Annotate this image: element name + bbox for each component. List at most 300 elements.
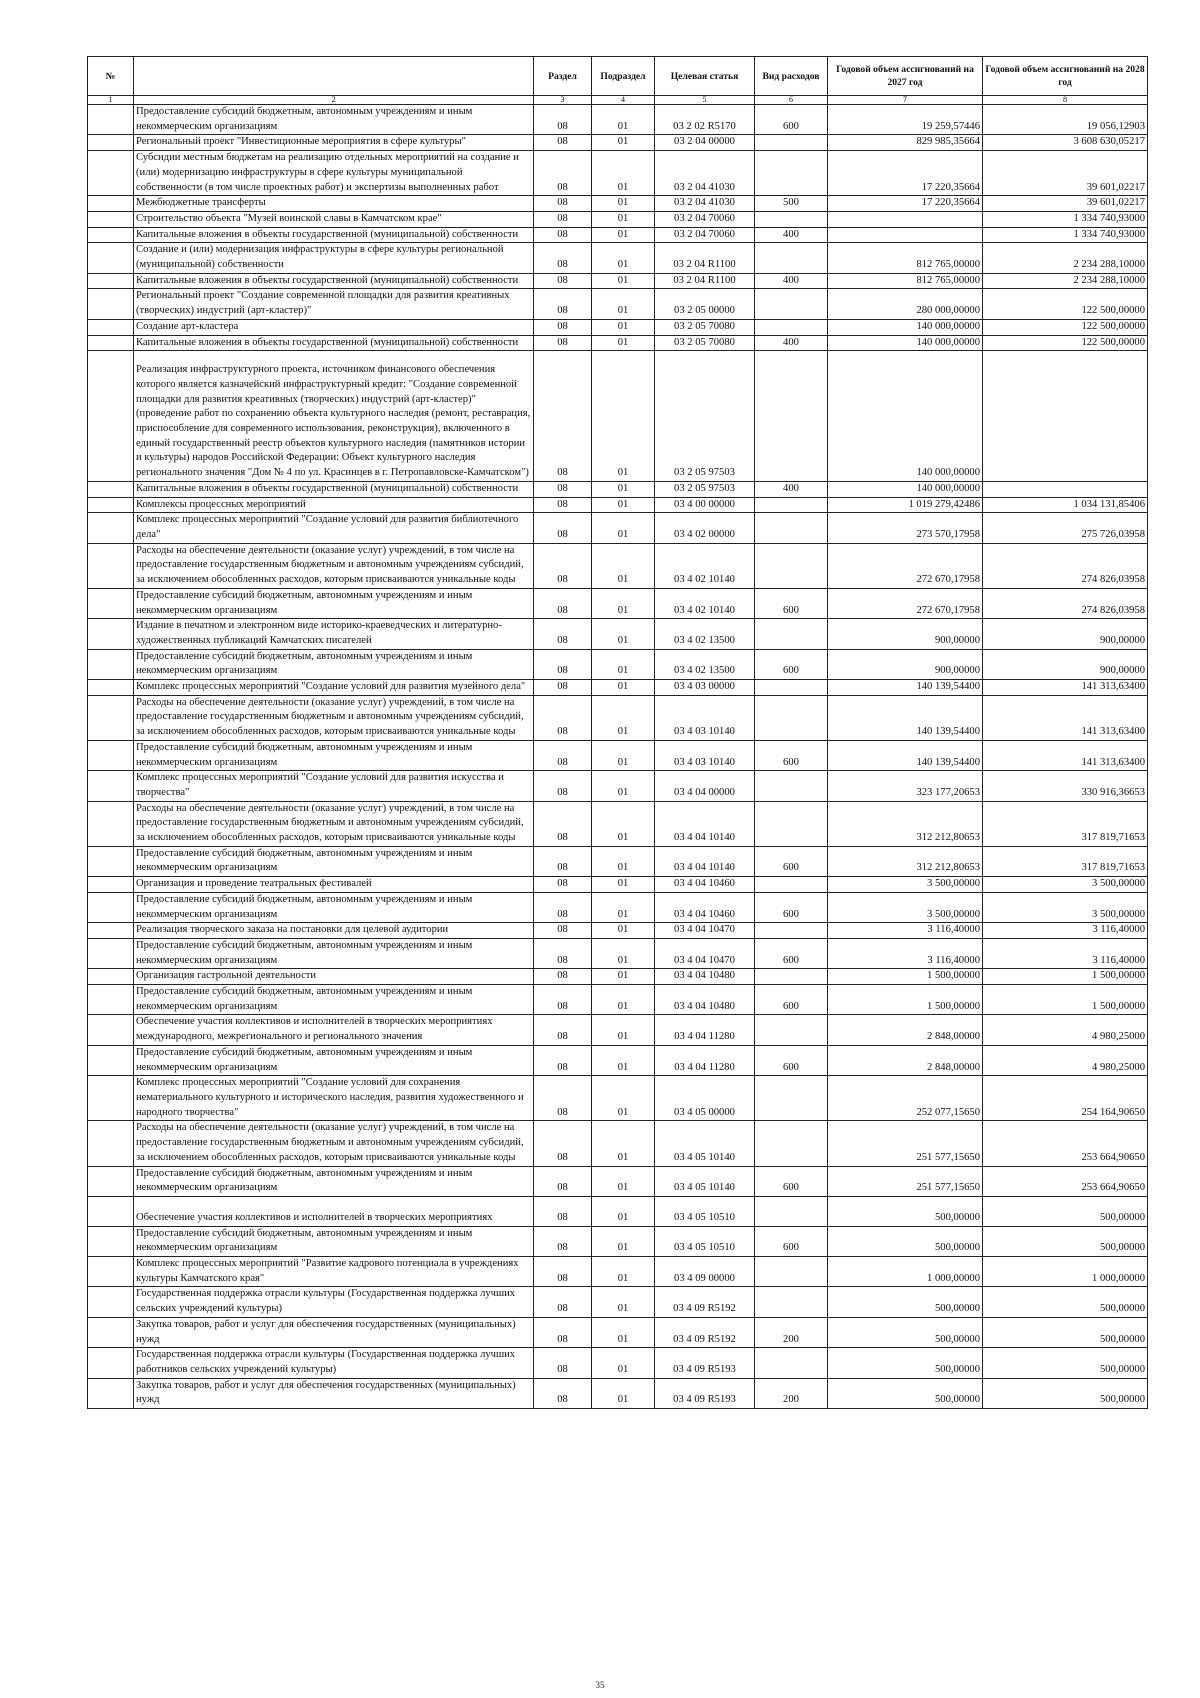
razdel-cell: 08	[534, 335, 592, 351]
item-name: Комплекс процессных мероприятий "Создание условий для сохранения нематериального культурного и исторического наследия, развития художественного и народного творчества"	[134, 1076, 534, 1121]
table-row	[88, 846, 1148, 876]
podrazdel-cell: 01	[592, 1045, 655, 1075]
item-name: Предоставление субсидий бюджетным, автономным учреждениям и иным некоммерческим организациям	[134, 1166, 534, 1196]
row-number-cell	[88, 289, 134, 319]
expense-type-cell	[755, 969, 828, 985]
row-number-cell	[88, 1287, 134, 1317]
razdel-cell: 08	[534, 227, 592, 243]
podrazdel-cell: 01	[592, 1348, 655, 1378]
razdel-cell: 08	[534, 196, 592, 212]
volume-2027-cell: 1 500,00000	[828, 985, 983, 1015]
item-name: Комплекс процессных мероприятий "Создание условий для развития музейного дела"	[134, 680, 534, 696]
item-name: Капитальные вложения в объекты государственной (муниципальной) собственности	[134, 481, 534, 497]
expense-type-cell	[755, 497, 828, 513]
volume-2027-cell: 500,00000	[828, 1196, 983, 1226]
expense-type-cell	[755, 513, 828, 543]
razdel-cell: 08	[534, 351, 592, 482]
podrazdel-cell: 01	[592, 680, 655, 696]
podrazdel-cell: 01	[592, 1196, 655, 1226]
podrazdel-cell: 01	[592, 985, 655, 1015]
volume-2028-cell: 122 500,00000	[983, 289, 1148, 319]
volume-2028-cell: 141 313,63400	[983, 740, 1148, 770]
razdel-cell: 08	[534, 649, 592, 679]
volume-2028-cell: 317 819,71653	[983, 846, 1148, 876]
volume-2027-cell: 17 220,35664	[828, 196, 983, 212]
volume-2028-cell: 39 601,02217	[983, 151, 1148, 196]
podrazdel-cell: 01	[592, 211, 655, 227]
razdel-cell: 08	[534, 588, 592, 618]
header-target-article: Целевая статья	[655, 57, 755, 96]
expense-type-cell	[755, 1076, 828, 1121]
razdel-cell: 08	[534, 1257, 592, 1287]
target-article-cell: 03 2 04 70060	[655, 227, 755, 243]
row-number-cell	[88, 1226, 134, 1256]
expense-type-cell	[755, 1287, 828, 1317]
row-number-cell	[88, 1166, 134, 1196]
expense-type-cell	[755, 289, 828, 319]
table-row	[88, 497, 1148, 513]
target-article-cell: 03 2 02 R5170	[655, 105, 755, 135]
budget-table	[87, 56, 1148, 1409]
volume-2027-cell: 251 577,15650	[828, 1166, 983, 1196]
item-name: Предоставление субсидий бюджетным, автономным учреждениям и иным некоммерческим организациям	[134, 892, 534, 922]
volume-2028-cell: 3 116,40000	[983, 938, 1148, 968]
podrazdel-cell: 01	[592, 846, 655, 876]
table-row	[88, 211, 1148, 227]
item-name: Капитальные вложения в объекты государственной (муниципальной) собственности	[134, 335, 534, 351]
volume-2027-cell: 900,00000	[828, 619, 983, 649]
item-name: Расходы на обеспечение деятельности (оказание услуг) учреждений, в том числе на предоставление государственным бюджетным и автономным учреждениям субсидий, за исключением обособленных расходов, которым присваиваются уникальные коды	[134, 801, 534, 846]
razdel-cell: 08	[534, 1076, 592, 1121]
podrazdel-cell: 01	[592, 1166, 655, 1196]
target-article-cell: 03 4 09 R5192	[655, 1317, 755, 1347]
target-article-cell: 03 2 04 70060	[655, 211, 755, 227]
podrazdel-cell: 01	[592, 151, 655, 196]
volume-2028-cell: 2 234 288,10000	[983, 273, 1148, 289]
target-article-cell: 03 4 02 00000	[655, 513, 755, 543]
row-number-cell	[88, 335, 134, 351]
item-name: Издание в печатном и электронном виде историко-краеведческих и литературно-художественных публикаций Камчатских писателей	[134, 619, 534, 649]
razdel-cell: 08	[534, 211, 592, 227]
table-row	[88, 543, 1148, 588]
razdel-cell: 08	[534, 105, 592, 135]
row-number-cell	[88, 588, 134, 618]
podrazdel-cell: 01	[592, 1226, 655, 1256]
target-article-cell: 03 2 05 00000	[655, 289, 755, 319]
razdel-cell: 08	[534, 1196, 592, 1226]
column-number: 5	[655, 96, 755, 105]
table-row	[88, 289, 1148, 319]
row-number-cell	[88, 1348, 134, 1378]
target-article-cell: 03 4 04 10480	[655, 985, 755, 1015]
item-name: Комплексы процессных мероприятий	[134, 497, 534, 513]
razdel-cell: 08	[534, 969, 592, 985]
podrazdel-cell: 01	[592, 1287, 655, 1317]
table-row	[88, 273, 1148, 289]
target-article-cell: 03 4 04 10480	[655, 969, 755, 985]
volume-2027-cell: 17 220,35664	[828, 151, 983, 196]
volume-2027-cell: 500,00000	[828, 1348, 983, 1378]
expense-type-cell: 500	[755, 196, 828, 212]
expense-type-cell: 600	[755, 1045, 828, 1075]
item-name: Предоставление субсидий бюджетным, автономным учреждениям и иным некоммерческим организациям	[134, 1045, 534, 1075]
razdel-cell: 08	[534, 846, 592, 876]
target-article-cell: 03 4 03 10140	[655, 740, 755, 770]
podrazdel-cell: 01	[592, 892, 655, 922]
item-name: Предоставление субсидий бюджетным, автономным учреждениям и иным некоммерческим организациям	[134, 649, 534, 679]
volume-2028-cell: 3 116,40000	[983, 923, 1148, 939]
volume-2028-cell: 900,00000	[983, 619, 1148, 649]
volume-2028-cell: 500,00000	[983, 1317, 1148, 1347]
volume-2027-cell: 280 000,00000	[828, 289, 983, 319]
podrazdel-cell: 01	[592, 243, 655, 273]
razdel-cell: 08	[534, 985, 592, 1015]
razdel-cell: 08	[534, 619, 592, 649]
column-number: 6	[755, 96, 828, 105]
expense-type-cell: 600	[755, 740, 828, 770]
item-name: Организация и проведение театральных фестивалей	[134, 877, 534, 893]
volume-2027-cell: 251 577,15650	[828, 1121, 983, 1166]
row-number-cell	[88, 892, 134, 922]
volume-2028-cell: 254 164,90650	[983, 1076, 1148, 1121]
expense-type-cell: 200	[755, 1378, 828, 1408]
expense-type-cell: 600	[755, 649, 828, 679]
row-number-cell	[88, 105, 134, 135]
row-number-cell	[88, 649, 134, 679]
volume-2028-cell: 274 826,03958	[983, 543, 1148, 588]
volume-2028-cell: 122 500,00000	[983, 319, 1148, 335]
target-article-cell: 03 4 05 10140	[655, 1166, 755, 1196]
table-row	[88, 335, 1148, 351]
row-number-cell	[88, 1196, 134, 1226]
podrazdel-cell: 01	[592, 1378, 655, 1408]
row-number-cell	[88, 1378, 134, 1408]
expense-type-cell: 400	[755, 273, 828, 289]
razdel-cell: 08	[534, 1121, 592, 1166]
volume-2028-cell: 4 980,25000	[983, 1045, 1148, 1075]
target-article-cell: 03 4 09 R5193	[655, 1348, 755, 1378]
volume-2028-cell: 253 664,90650	[983, 1166, 1148, 1196]
podrazdel-cell: 01	[592, 740, 655, 770]
table-row	[88, 801, 1148, 846]
target-article-cell: 03 4 09 R5193	[655, 1378, 755, 1408]
podrazdel-cell: 01	[592, 1015, 655, 1045]
row-number-cell	[88, 938, 134, 968]
item-name: Предоставление субсидий бюджетным, автономным учреждениям и иным некоммерческим организациям	[134, 105, 534, 135]
table-row	[88, 680, 1148, 696]
volume-2027-cell: 829 985,35664	[828, 135, 983, 151]
podrazdel-cell: 01	[592, 135, 655, 151]
volume-2028-cell	[983, 481, 1148, 497]
row-number-cell	[88, 196, 134, 212]
item-name: Региональный проект "Инвестиционные мероприятия в сфере культуры"	[134, 135, 534, 151]
table-body	[88, 105, 1148, 1409]
column-number: 4	[592, 96, 655, 105]
razdel-cell: 08	[534, 319, 592, 335]
target-article-cell: 03 4 02 10140	[655, 543, 755, 588]
expense-type-cell	[755, 1121, 828, 1166]
target-article-cell: 03 4 09 R5192	[655, 1287, 755, 1317]
target-article-cell: 03 4 04 10460	[655, 877, 755, 893]
volume-2028-cell	[983, 351, 1148, 482]
target-article-cell: 03 4 04 10460	[655, 892, 755, 922]
item-name: Создание арт-кластера	[134, 319, 534, 335]
item-name: Комплекс процессных мероприятий "Развитие кадрового потенциала в учреждениях культуры Камчатского края"	[134, 1257, 534, 1287]
row-number-cell	[88, 923, 134, 939]
volume-2028-cell: 1 334 740,93000	[983, 211, 1148, 227]
target-article-cell: 03 2 04 00000	[655, 135, 755, 151]
volume-2027-cell: 312 212,80653	[828, 846, 983, 876]
header-name	[134, 57, 534, 96]
volume-2027-cell: 140 139,54400	[828, 740, 983, 770]
table-row	[88, 1348, 1148, 1378]
razdel-cell: 08	[534, 938, 592, 968]
razdel-cell: 08	[534, 801, 592, 846]
item-name: Закупка товаров, работ и услуг для обеспечения государственных (муниципальных) нужд	[134, 1317, 534, 1347]
razdel-cell: 08	[534, 243, 592, 273]
target-article-cell: 03 4 02 10140	[655, 588, 755, 618]
target-article-cell: 03 2 04 R1100	[655, 273, 755, 289]
expense-type-cell	[755, 923, 828, 939]
column-number: 1	[88, 96, 134, 105]
item-name: Предоставление субсидий бюджетным, автономным учреждениям и иным некоммерческим организациям	[134, 1226, 534, 1256]
table-row	[88, 351, 1148, 482]
volume-2028-cell: 1 000,00000	[983, 1257, 1148, 1287]
volume-2028-cell: 500,00000	[983, 1348, 1148, 1378]
table-row	[88, 938, 1148, 968]
volume-2028-cell: 500,00000	[983, 1196, 1148, 1226]
item-name: Создание и (или) модернизация инфраструктуры в сфере культуры региональной (муниципальной) собственности	[134, 243, 534, 273]
expense-type-cell	[755, 680, 828, 696]
volume-2027-cell: 1 500,00000	[828, 969, 983, 985]
expense-type-cell	[755, 543, 828, 588]
volume-2027-cell: 3 116,40000	[828, 938, 983, 968]
row-number-cell	[88, 846, 134, 876]
header-expense-type: Вид расходов	[755, 57, 828, 96]
row-number-cell	[88, 969, 134, 985]
expense-type-cell: 600	[755, 1166, 828, 1196]
column-number: 8	[983, 96, 1148, 105]
razdel-cell: 08	[534, 135, 592, 151]
volume-2028-cell: 253 664,90650	[983, 1121, 1148, 1166]
volume-2028-cell: 141 313,63400	[983, 680, 1148, 696]
volume-2027-cell: 273 570,17958	[828, 513, 983, 543]
volume-2028-cell: 122 500,00000	[983, 335, 1148, 351]
volume-2027-cell: 500,00000	[828, 1378, 983, 1408]
volume-2028-cell: 1 500,00000	[983, 969, 1148, 985]
podrazdel-cell: 01	[592, 1257, 655, 1287]
table-row	[88, 1287, 1148, 1317]
razdel-cell: 08	[534, 151, 592, 196]
row-number-cell	[88, 211, 134, 227]
item-name: Предоставление субсидий бюджетным, автономным учреждениям и иным некоммерческим организациям	[134, 740, 534, 770]
volume-2027-cell: 140 139,54400	[828, 695, 983, 740]
volume-2028-cell: 39 601,02217	[983, 196, 1148, 212]
volume-2028-cell: 500,00000	[983, 1378, 1148, 1408]
expense-type-cell	[755, 1196, 828, 1226]
item-name: Комплекс процессных мероприятий "Создание условий для развития искусства и творчества"	[134, 771, 534, 801]
razdel-cell: 08	[534, 1015, 592, 1045]
podrazdel-cell: 01	[592, 649, 655, 679]
volume-2027-cell	[828, 211, 983, 227]
table-row	[88, 588, 1148, 618]
volume-2027-cell: 3 500,00000	[828, 877, 983, 893]
item-name: Реализация творческого заказа на постановки для целевой аудитории	[134, 923, 534, 939]
razdel-cell: 08	[534, 1317, 592, 1347]
item-name: Региональный проект "Создание современной площадки для развития креативных (творческих) индустрий (арт-кластер)"	[134, 289, 534, 319]
row-number-cell	[88, 877, 134, 893]
column-number-row	[88, 96, 1148, 105]
volume-2028-cell: 1 500,00000	[983, 985, 1148, 1015]
target-article-cell: 03 4 04 10140	[655, 801, 755, 846]
target-article-cell: 03 2 04 41030	[655, 151, 755, 196]
volume-2027-cell: 140 000,00000	[828, 351, 983, 482]
volume-2027-cell: 500,00000	[828, 1226, 983, 1256]
row-number-cell	[88, 273, 134, 289]
target-article-cell: 03 4 09 00000	[655, 1257, 755, 1287]
target-article-cell: 03 4 04 10140	[655, 846, 755, 876]
volume-2027-cell: 812 765,00000	[828, 243, 983, 273]
volume-2028-cell: 500,00000	[983, 1226, 1148, 1256]
expense-type-cell	[755, 351, 828, 482]
expense-type-cell	[755, 1015, 828, 1045]
podrazdel-cell: 01	[592, 289, 655, 319]
expense-type-cell	[755, 771, 828, 801]
podrazdel-cell: 01	[592, 273, 655, 289]
row-number-cell	[88, 771, 134, 801]
podrazdel-cell: 01	[592, 771, 655, 801]
podrazdel-cell: 01	[592, 481, 655, 497]
razdel-cell: 08	[534, 1226, 592, 1256]
column-number: 3	[534, 96, 592, 105]
razdel-cell: 08	[534, 1287, 592, 1317]
expense-type-cell: 600	[755, 846, 828, 876]
razdel-cell: 08	[534, 273, 592, 289]
razdel-cell: 08	[534, 695, 592, 740]
row-number-cell	[88, 243, 134, 273]
expense-type-cell: 400	[755, 481, 828, 497]
razdel-cell: 08	[534, 680, 592, 696]
row-number-cell	[88, 1015, 134, 1045]
target-article-cell: 03 4 03 00000	[655, 680, 755, 696]
target-article-cell: 03 4 03 10140	[655, 695, 755, 740]
column-number: 7	[828, 96, 983, 105]
volume-2028-cell: 317 819,71653	[983, 801, 1148, 846]
header-razdel: Раздел	[534, 57, 592, 96]
volume-2027-cell: 2 848,00000	[828, 1045, 983, 1075]
expense-type-cell	[755, 243, 828, 273]
expense-type-cell	[755, 695, 828, 740]
table-row	[88, 695, 1148, 740]
expense-type-cell	[755, 619, 828, 649]
razdel-cell: 08	[534, 481, 592, 497]
podrazdel-cell: 01	[592, 1121, 655, 1166]
volume-2027-cell: 323 177,20653	[828, 771, 983, 801]
volume-2027-cell: 500,00000	[828, 1317, 983, 1347]
table-row	[88, 923, 1148, 939]
row-number-cell	[88, 801, 134, 846]
expense-type-cell: 600	[755, 985, 828, 1015]
target-article-cell: 03 4 02 13500	[655, 619, 755, 649]
razdel-cell: 08	[534, 513, 592, 543]
volume-2027-cell: 140 000,00000	[828, 481, 983, 497]
expense-type-cell: 400	[755, 227, 828, 243]
volume-2028-cell: 330 916,36653	[983, 771, 1148, 801]
table-row	[88, 481, 1148, 497]
item-name: Закупка товаров, работ и услуг для обеспечения государственных (муниципальных) нужд	[134, 1378, 534, 1408]
row-number-cell	[88, 319, 134, 335]
table-row	[88, 319, 1148, 335]
expense-type-cell	[755, 151, 828, 196]
podrazdel-cell: 01	[592, 1317, 655, 1347]
table-row	[88, 135, 1148, 151]
table-row	[88, 1166, 1148, 1196]
row-number-cell	[88, 740, 134, 770]
header-volume-2027: Годовой объем ассигнований на 2027 год	[828, 57, 983, 96]
table-row	[88, 227, 1148, 243]
target-article-cell: 03 2 04 R1100	[655, 243, 755, 273]
table-row	[88, 969, 1148, 985]
table-row	[88, 1226, 1148, 1256]
target-article-cell: 03 4 02 13500	[655, 649, 755, 679]
row-number-cell	[88, 1045, 134, 1075]
podrazdel-cell: 01	[592, 335, 655, 351]
podrazdel-cell: 01	[592, 801, 655, 846]
podrazdel-cell: 01	[592, 351, 655, 482]
target-article-cell: 03 2 05 97503	[655, 481, 755, 497]
volume-2028-cell: 900,00000	[983, 649, 1148, 679]
header-podrazdel: Подраздел	[592, 57, 655, 96]
target-article-cell: 03 4 05 00000	[655, 1076, 755, 1121]
podrazdel-cell: 01	[592, 497, 655, 513]
row-number-cell	[88, 151, 134, 196]
table-row	[88, 649, 1148, 679]
expense-type-cell: 600	[755, 892, 828, 922]
volume-2027-cell: 3 500,00000	[828, 892, 983, 922]
table-row	[88, 619, 1148, 649]
expense-type-cell: 600	[755, 1226, 828, 1256]
razdel-cell: 08	[534, 923, 592, 939]
volume-2027-cell: 140 000,00000	[828, 335, 983, 351]
podrazdel-cell: 01	[592, 923, 655, 939]
volume-2028-cell: 19 056,12903	[983, 105, 1148, 135]
podrazdel-cell: 01	[592, 619, 655, 649]
volume-2027-cell: 272 670,17958	[828, 588, 983, 618]
row-number-cell	[88, 135, 134, 151]
item-name: Межбюджетные трансферты	[134, 196, 534, 212]
target-article-cell: 03 4 05 10510	[655, 1196, 755, 1226]
volume-2027-cell: 140 139,54400	[828, 680, 983, 696]
volume-2028-cell: 3 500,00000	[983, 892, 1148, 922]
target-article-cell: 03 2 05 97503	[655, 351, 755, 482]
expense-type-cell	[755, 801, 828, 846]
volume-2027-cell: 140 000,00000	[828, 319, 983, 335]
target-article-cell: 03 2 04 41030	[655, 196, 755, 212]
row-number-cell	[88, 481, 134, 497]
row-number-cell	[88, 227, 134, 243]
razdel-cell: 08	[534, 543, 592, 588]
item-name: Государственная поддержка отрасли культуры (Государственная поддержка лучших сельских учреждений культуры)	[134, 1287, 534, 1317]
table-row	[88, 1076, 1148, 1121]
volume-2028-cell: 141 313,63400	[983, 695, 1148, 740]
volume-2028-cell: 3 500,00000	[983, 877, 1148, 893]
razdel-cell: 08	[534, 1348, 592, 1378]
table-row	[88, 1257, 1148, 1287]
podrazdel-cell: 01	[592, 695, 655, 740]
podrazdel-cell: 01	[592, 969, 655, 985]
item-name: Расходы на обеспечение деятельности (оказание услуг) учреждений, в том числе на предоставление государственным бюджетным и автономным учреждениям субсидий, за исключением обособленных расходов, которым присваиваются уникальные коды	[134, 543, 534, 588]
target-article-cell: 03 4 05 10510	[655, 1226, 755, 1256]
